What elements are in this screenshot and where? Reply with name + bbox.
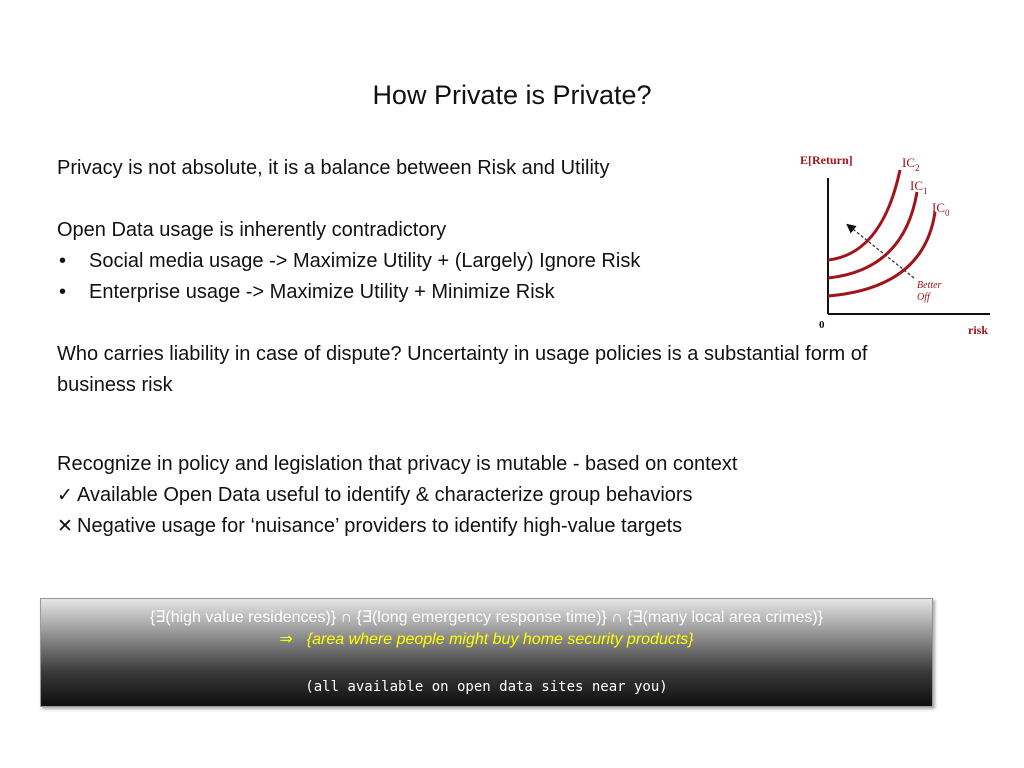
- check-text: Available Open Data useful to identify & characterize group behaviors: [77, 484, 693, 506]
- bullet-text: Enterprise usage -> Maximize Utility + Minimize Risk: [89, 281, 555, 303]
- check-icon: ✓: [57, 484, 73, 506]
- indifference-curve-diagram: [792, 150, 997, 340]
- intro-text: Privacy is not absolute, it is a balance between Risk and Utility: [57, 157, 610, 179]
- curve-label-ic0: $IC_0$: [932, 200, 950, 218]
- slide-body-lower: [57, 449, 937, 542]
- better-off-label: Better: [917, 280, 942, 291]
- curve-label-ic2: $IC_2$: [902, 155, 920, 173]
- bullet-marker: •: [59, 281, 67, 303]
- cross-text: Negative usage for ‘nuisance’ providers to identify high-value targets: [77, 515, 683, 537]
- bullet-marker: •: [59, 250, 67, 272]
- formula-conclusion: {area where people might buy home security products}: [306, 631, 694, 648]
- off-label: Off: [917, 292, 930, 303]
- check-item: [57, 480, 937, 511]
- formula-line-2: [41, 629, 932, 649]
- origin-label: 0: [819, 319, 825, 331]
- implies-icon: ⇒: [279, 631, 293, 648]
- formula-line-1: {∃(high value residences)} ∩ {∃(long emergency response time)} ∩ {∃(many local area crimes)}: [149, 609, 824, 626]
- curve-ic2: [828, 170, 900, 260]
- x-axis-label: risk: [968, 323, 989, 337]
- y-axis-label: E[Return]: [800, 153, 853, 167]
- formula-note: (all available on open data sites near you): [305, 679, 668, 695]
- formula-callout: [40, 598, 933, 707]
- cross-item: [57, 511, 937, 542]
- bullet-text: Social media usage -> Maximize Utility + (Largely) Ignore Risk: [89, 250, 641, 272]
- cross-icon: ✕: [57, 515, 73, 537]
- curve-label-ic1: $IC_1$: [910, 178, 928, 196]
- recognize-text: Recognize in policy and legislation that privacy is mutable - based on context: [57, 453, 738, 475]
- liability-text: Who carries liability in case of dispute? Uncertainty in usage policies is a substantial form of business risk: [57, 343, 868, 396]
- slide-title: How Private is Private?: [372, 80, 652, 110]
- open-data-heading: Open Data usage is inherently contradictory: [57, 219, 447, 241]
